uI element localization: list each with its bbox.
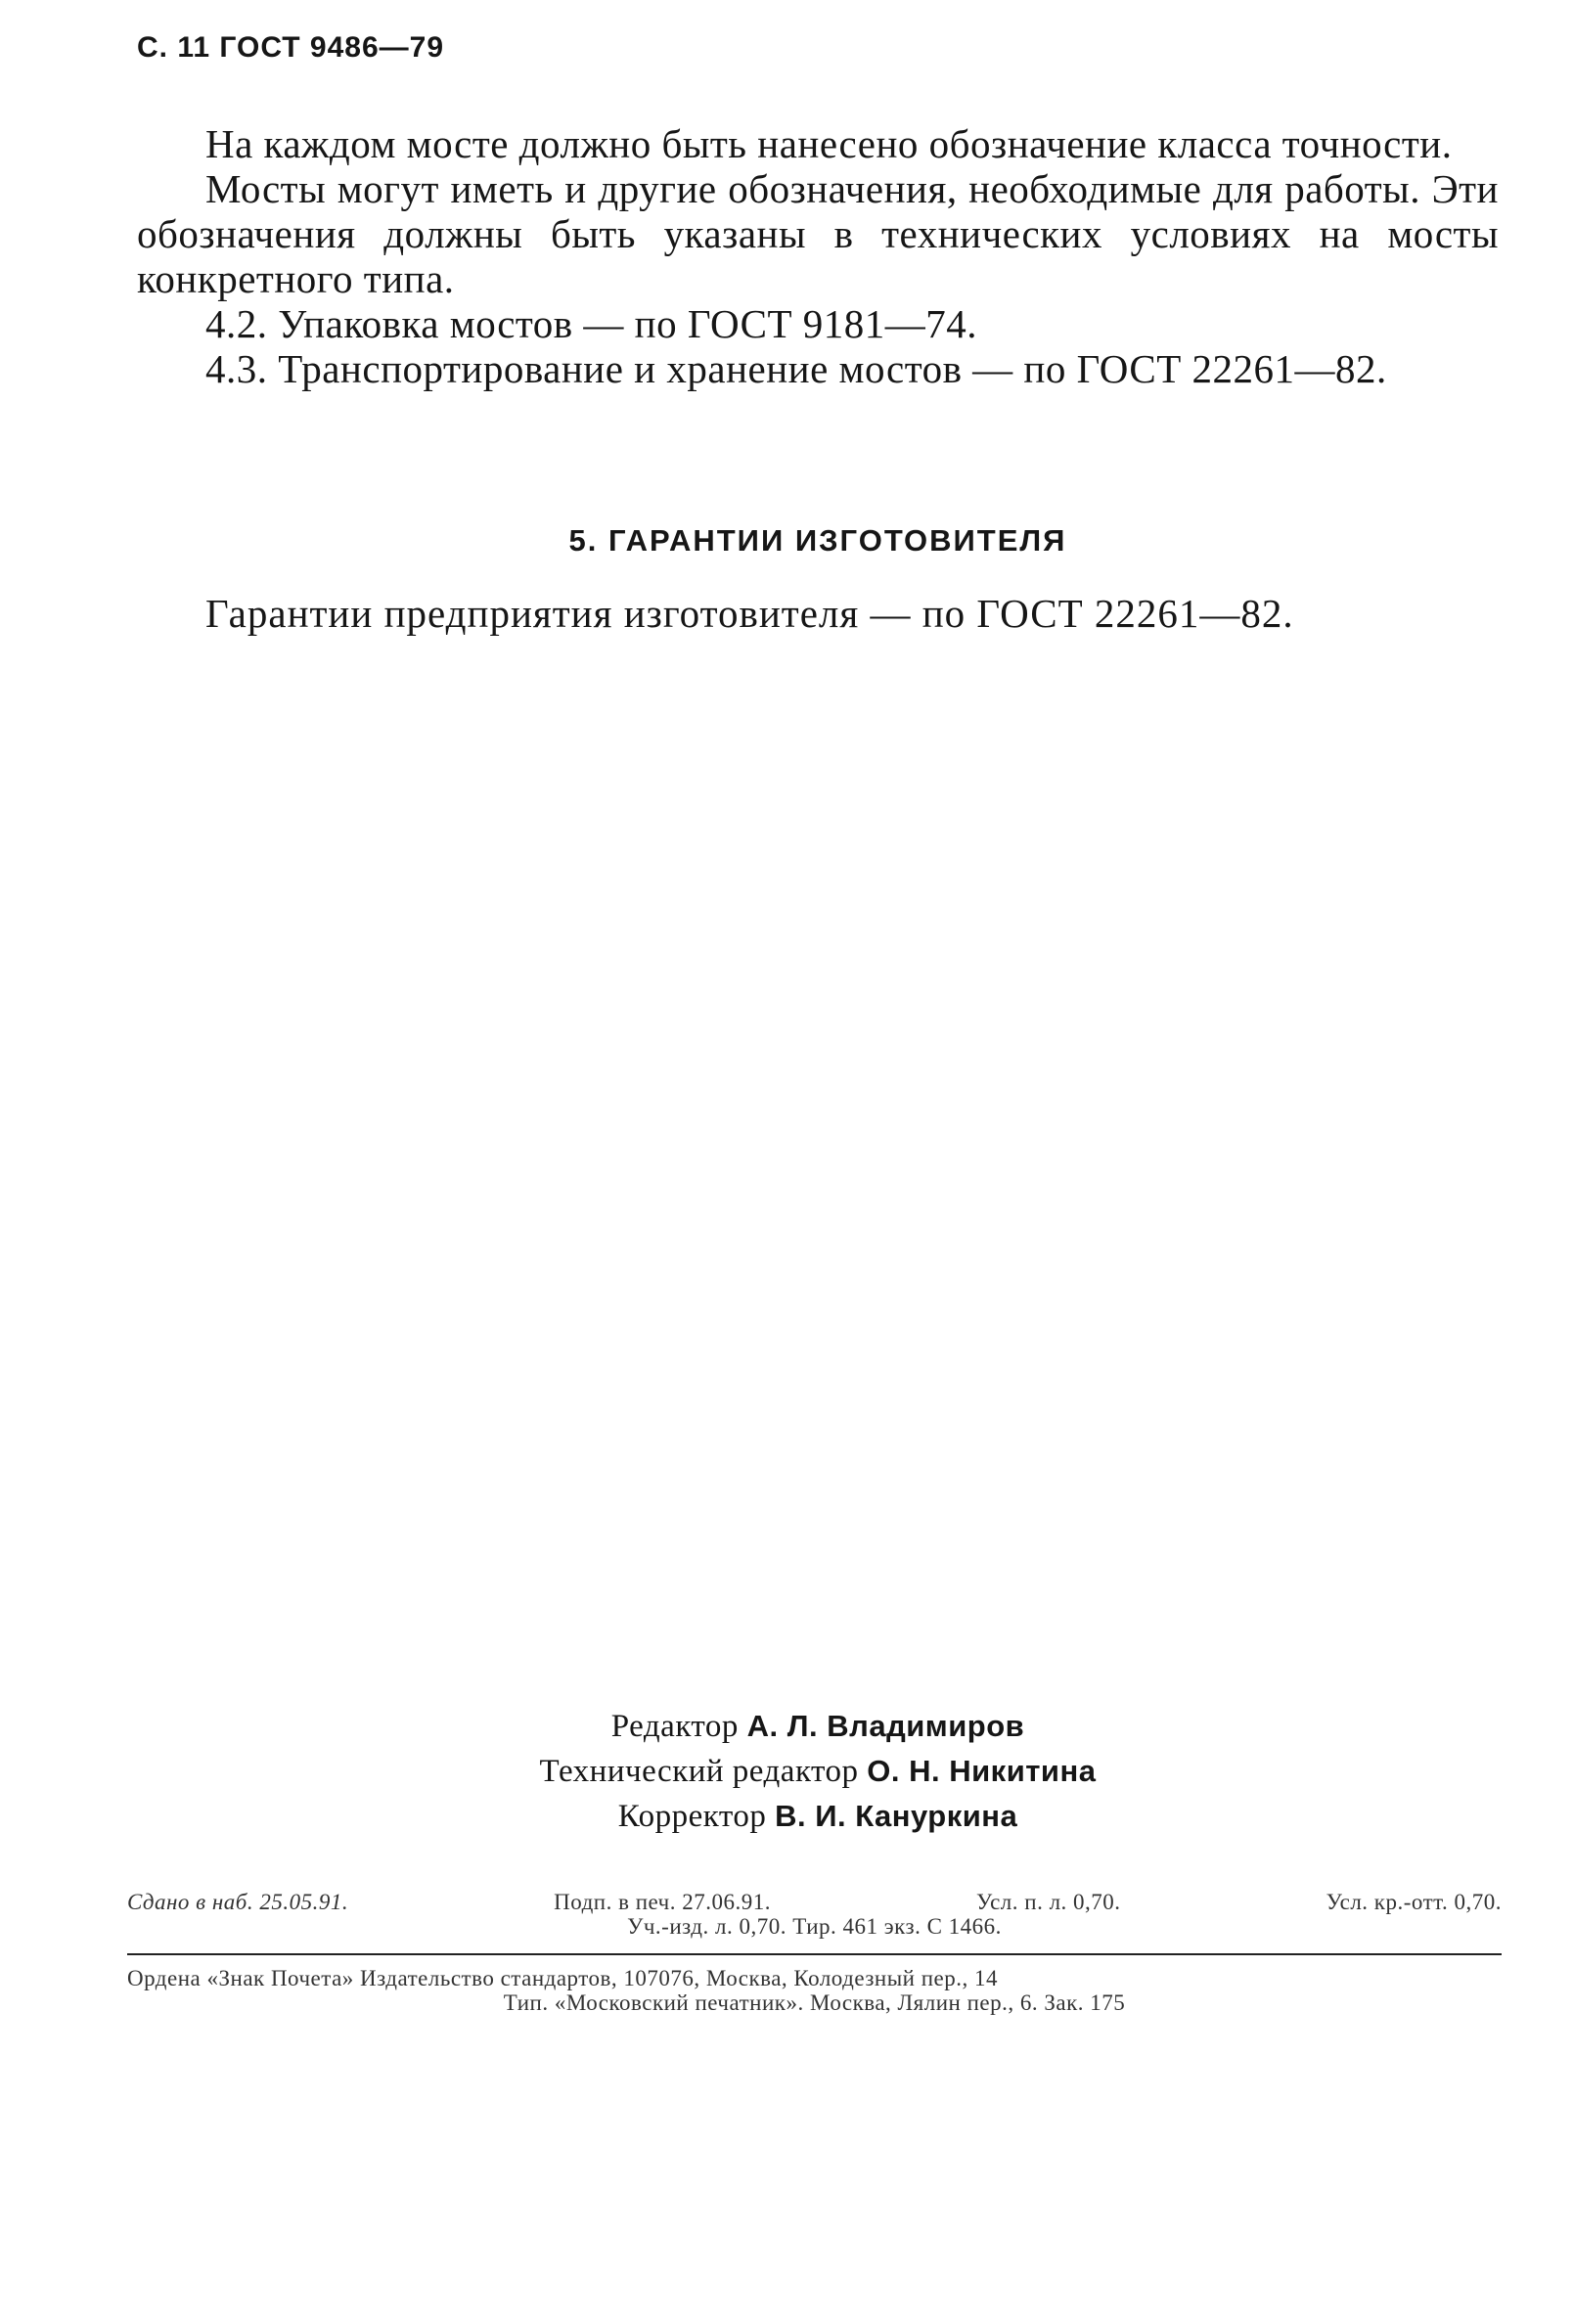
editor-name: А. Л. Владимиров	[746, 1709, 1025, 1743]
editor-credit	[137, 1704, 1499, 1749]
imprint-divider	[127, 1953, 1502, 1955]
running-head: С. 11 ГОСТ 9486—79	[137, 31, 445, 64]
imprint-printer-line: Тип. «Московский печатник». Москва, Лялин пер., 6. Зак. 175	[503, 1990, 1126, 2015]
credits-block	[137, 1704, 1499, 1839]
paragraph-packaging: 4.2. Упаковка мостов — по ГОСТ 9181—74.	[205, 301, 978, 346]
imprint-color-prints: Усл. кр.-отт. 0,70.	[1326, 1890, 1502, 1914]
imprint-print-sheets: Усл. п. л. 0,70.	[976, 1890, 1121, 1914]
imprint-publisher: Ордена «Знак Почета» Издательство стандартов, 107076, Москва, Колодезный пер., 14	[127, 1966, 999, 1990]
editor-role: Редактор	[610, 1709, 739, 1744]
tech-editor-credit	[137, 1749, 1499, 1794]
proofreader-role: Корректор	[617, 1799, 767, 1834]
section-heading: 5. ГАРАНТИИ ИЗГОТОВИТЕЛЯ	[568, 523, 1067, 558]
imprint-publication-line: Уч.-изд. л. 0,70. Тир. 461 экз. С 1466.	[627, 1914, 1002, 1939]
paragraph-transport-storage: 4.3. Транспортирование и хранение мостов — по ГОСТ 22261—82.	[205, 346, 1387, 391]
imprint-dates-row	[127, 1890, 1502, 1915]
imprint-signed: Подп. в печ. 27.06.91.	[554, 1890, 771, 1914]
imprint-submitted: Сдано в наб. 25.05.91.	[127, 1890, 349, 1914]
paragraph-other-markings: Мосты могут иметь и другие обозначения, необходимые для работы. Эти обозначения должны быть указаны в технических условиях на мосты конкретного типа.	[137, 166, 1499, 301]
proofreader-name: В. И. Кануркина	[775, 1799, 1018, 1833]
guarantee-paragraph: Гарантии предприятия изготовителя — по ГОСТ 22261—82.	[205, 591, 1294, 636]
tech-editor-name: О. Н. Никитина	[867, 1754, 1097, 1788]
tech-editor-role: Технический редактор	[539, 1754, 859, 1789]
section4-text	[137, 121, 1499, 391]
imprint-publisher-line	[127, 1966, 1502, 1991]
proofreader-credit	[137, 1794, 1499, 1839]
paragraph-class-marking: На каждом мосте должно быть нанесено обозначение класса точности.	[205, 121, 1453, 166]
